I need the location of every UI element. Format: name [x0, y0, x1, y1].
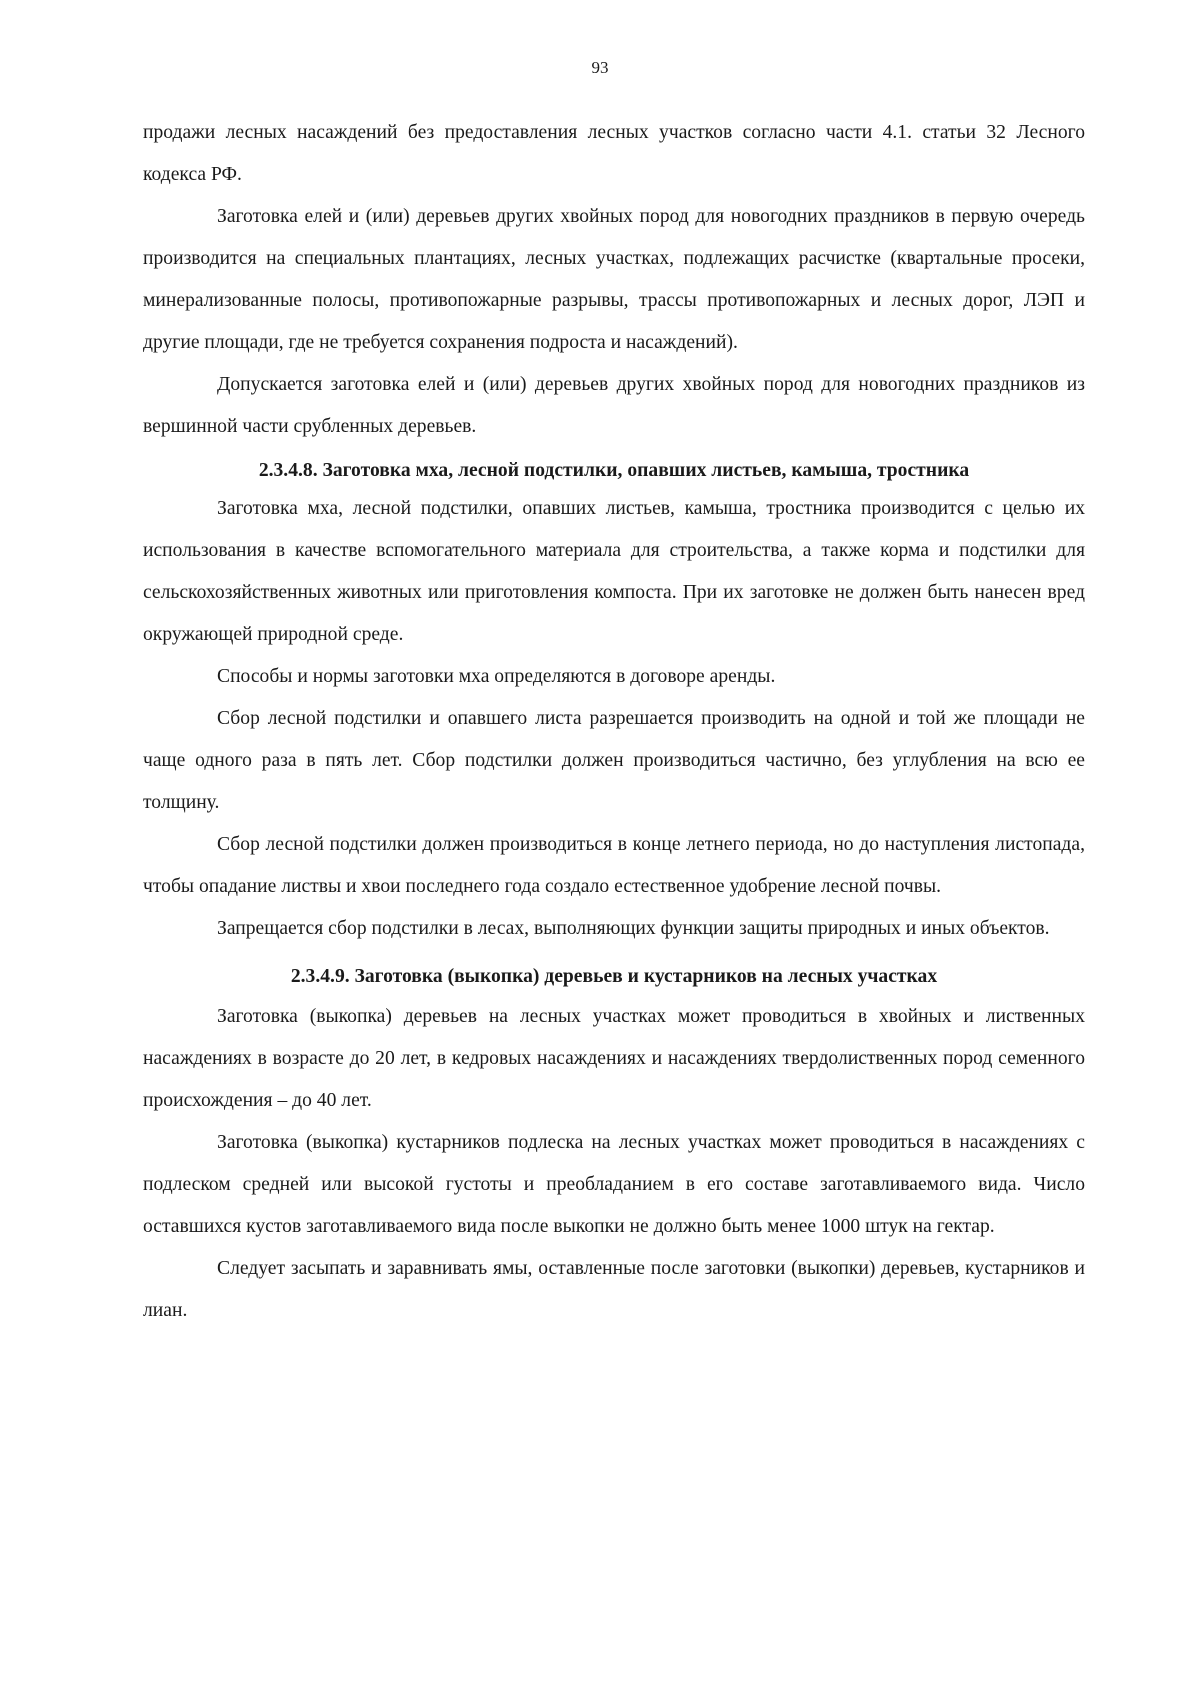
page-number: 93 — [591, 58, 609, 77]
paragraph: Запрещается сбор подстилки в лесах, выполняющих функции защиты природных и иных объектов. — [217, 918, 1050, 939]
paragraph: Допускается заготовка елей и (или) деревьев других хвойных пород для новогодних праздников из вершинной части срубленных деревьев. — [143, 374, 1085, 437]
paragraph-continuation: продажи лесных насаждений без предоставления лесных участков согласно части 4.1. статьи 32 Лесного кодекса РФ. — [143, 122, 1085, 185]
section-heading-2-3-4-9: 2.3.4.9. Заготовка (выкопка) деревьев и кустарников на лесных участках — [290, 966, 938, 987]
text-body — [143, 112, 1085, 1332]
paragraph: Заготовка елей и (или) деревьев других хвойных пород для новогодних праздников в первую очередь производится на специальных плантациях, лесных участках, подлежащих расчистке (квартальные просеки, минерализованные полосы, противопожарные разрывы, трассы противопожарных и лесных дорог, ЛЭП и другие площади, где не требуется сохранения подроста и насаждений). — [143, 206, 1085, 353]
paragraph: Заготовка (выкопка) кустарников подлеска на лесных участках может проводиться в насаждениях с подлеском средней или высокой густоты и преобладанием в его составе заготавливаемого вида. Число оставшихся кустов заготавливаемого вида после выкопки не должно быть менее 1000 штук на гектар. — [143, 1132, 1085, 1237]
paragraph: Заготовка (выкопка) деревьев на лесных участках может проводиться в хвойных и лиственных насаждениях в возрасте до 20 лет, в кедровых насаждениях и насаждениях твердолиственных пород семенного происхождения – до 40 лет. — [143, 1006, 1085, 1111]
paragraph: Способы и нормы заготовки мха определяются в договоре аренды. — [217, 666, 776, 687]
paragraph: Заготовка мха, лесной подстилки, опавших листьев, камыша, тростника производится с целью их использования в качестве вспомогательного материала для строительства, а также корма и подстилки для сельскохозяйственных животных или приготовления компоста. При их заготовке не должен быть нанесен вред окружающей природной среде. — [143, 498, 1085, 645]
paragraph: Следует засыпать и заравнивать ямы, оставленные после заготовки (выкопки) деревьев, кустарников и лиан. — [143, 1258, 1085, 1321]
paragraph: Сбор лесной подстилки и опавшего листа разрешается производить на одной и той же площади не чаще одного раза в пять лет. Сбор подстилки должен производиться частично, без углубления на всю ее толщину. — [143, 708, 1085, 813]
section-heading-2-3-4-8: 2.3.4.8. Заготовка мха, лесной подстилки, опавших листьев, камыша, тростника — [258, 460, 970, 481]
paragraph: Сбор лесной подстилки должен производиться в конце летнего периода, но до наступления листопада, чтобы опадание листвы и хвои последнего года создало естественное удобрение лесной почвы. — [143, 834, 1085, 897]
